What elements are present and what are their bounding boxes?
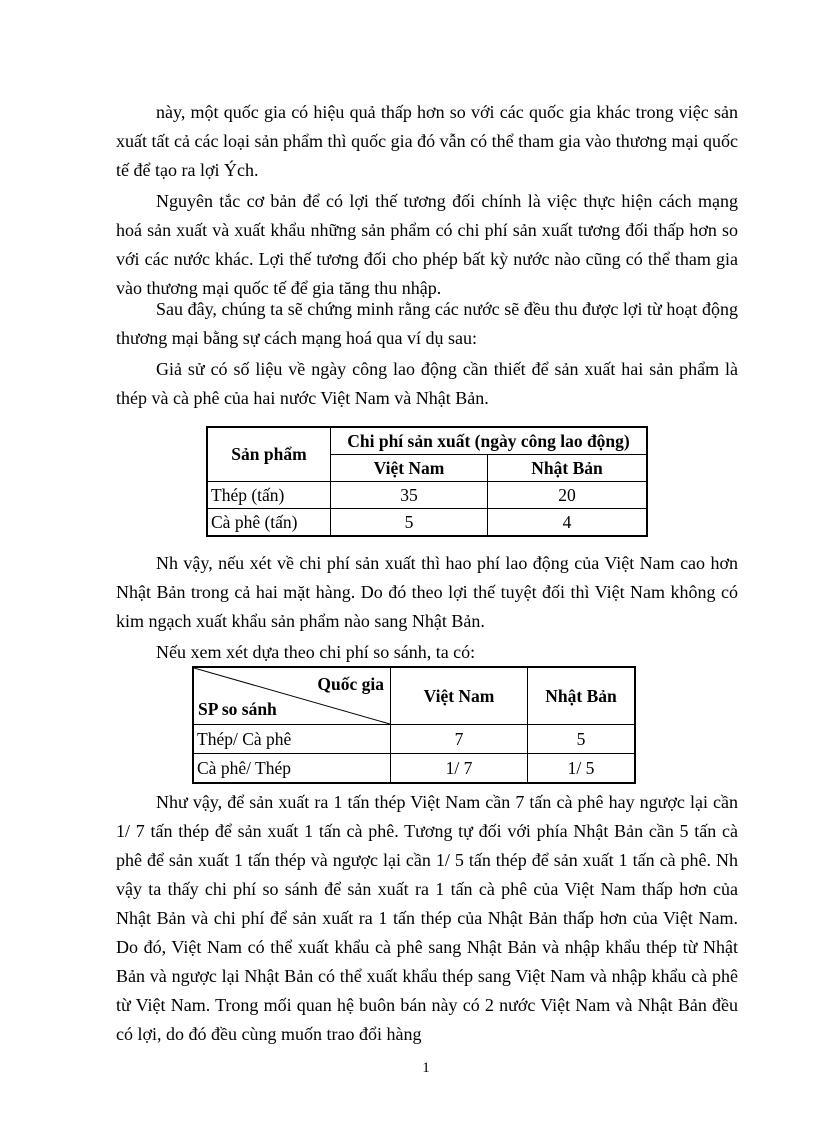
paragraph-4: Giả sử có số liệu về ngày công lao động cần thiết để sản xuất hai sản phẩm là thép và cà phê của hai nước Việt Nam và Nhật Bản. bbox=[116, 359, 738, 408]
table-row bbox=[193, 667, 635, 725]
diagonal-header-cell bbox=[193, 667, 391, 725]
table-cell: Cà phê/ Thép bbox=[193, 754, 391, 784]
paragraph-7: Như vậy, để sản xuất ra 1 tấn thép Việt Nam cần 7 tấn cà phê hay ngược lại cần 1/ 7 tấn thép để sản xuất 1 tấn cà phê. Tương tự đối với phía Nhật Bản cần 5 tấn cà phê để sản xuất 1 tấn thép và ngược lại cần 1/ 5 tấn thép để sản xuất 1 tấn cà phê. Nh vậy ta thấy chi phí so sánh để sản xuất ra 1 tấn cà phê của Việt Nam thấp hơn của Nhật Bản và chi phí để sản xuất ra 1 tấn thép của Nhật Bản thấp hơn của Việt Nam. Do đó, Việt Nam có thể xuất khẩu cà phê sang Nhật Bản và nhập khẩu thép từ Nhật Bản và ngược lại Nhật Bản có thể xuất khẩu thép sang Việt Nam và nhập khẩu cà phê từ Việt Nam. Trong mối quan hệ buôn bán này có 2 nước Việt Nam và Nhật Bản đều có lợi, do đó đều cùng muốn trao đổi hàng bbox=[116, 792, 738, 1044]
header-country: Quốc gia bbox=[317, 674, 384, 694]
table-cell: 5 bbox=[528, 725, 636, 754]
table-cell: 4 bbox=[488, 509, 648, 537]
table-row bbox=[207, 427, 647, 455]
table-row bbox=[207, 509, 647, 537]
table-cell: Thép (tấn) bbox=[207, 482, 331, 509]
table-cell: 1/ 7 bbox=[391, 754, 528, 784]
header-cell: Nhật Bản bbox=[528, 667, 636, 725]
table-row bbox=[193, 725, 635, 754]
table-cell: 20 bbox=[488, 482, 648, 509]
table-row bbox=[207, 482, 647, 509]
table-cell: 5 bbox=[331, 509, 488, 537]
header-cell: Sản phẩm bbox=[207, 427, 331, 482]
header-product: SP so sánh bbox=[198, 699, 277, 719]
comparison-table bbox=[192, 666, 636, 784]
table-cell: 1/ 5 bbox=[528, 754, 636, 784]
header-cell: Chi phí sản xuất (ngày công lao động) bbox=[331, 427, 648, 455]
paragraph-5: Nh vậy, nếu xét về chi phí sản xuất thì hao phí lao động của Việt Nam cao hơn Nhật Bản trong cả hai mặt hàng. Do đó theo lợi thế tuyệt đối thì Việt Nam không có kim ngạch xuất khẩu sản phẩm nào sang Nhật Bản. bbox=[116, 553, 738, 631]
cost-table bbox=[206, 426, 648, 537]
paragraph-6: Nếu xem xét dựa theo chi phí so sánh, ta có: bbox=[156, 642, 476, 662]
table-row bbox=[193, 754, 635, 784]
page-number: 1 bbox=[422, 1060, 430, 1076]
table-cell: 35 bbox=[331, 482, 488, 509]
paragraph-1: này, một quốc gia có hiệu quả thấp hơn so với các quốc gia khác trong việc sản xuất tất cả các loại sản phẩm thì quốc gia đó vẫn có thể tham gia vào thương mại quốc tế để tạo ra lợi Ých. bbox=[116, 102, 738, 180]
table-cell: Cà phê (tấn) bbox=[207, 509, 331, 537]
table-cell: 7 bbox=[391, 725, 528, 754]
header-cell: Nhật Bản bbox=[488, 455, 648, 482]
table-cell: Thép/ Cà phê bbox=[193, 725, 391, 754]
paragraph-2: Nguyên tắc cơ bản để có lợi thế tương đối chính là việc thực hiện cách mạng hoá sản xuất và xuất khẩu những sản phẩm có chi phí sản xuất tương đối thấp hơn so với các nước khác. Lợi thế tương đối cho phép bất kỳ nước nào cũng có thể tham gia vào thương mại quốc tế để gia tăng thu nhập. bbox=[116, 191, 738, 298]
paragraph-3: Sau đây, chúng ta sẽ chứng minh rằng các nước sẽ đều thu được lợi từ hoạt động thương mại bằng sự cách mạng hoá qua ví dụ sau: bbox=[116, 299, 738, 348]
header-cell: Việt Nam bbox=[331, 455, 488, 482]
header-cell: Việt Nam bbox=[391, 667, 528, 725]
